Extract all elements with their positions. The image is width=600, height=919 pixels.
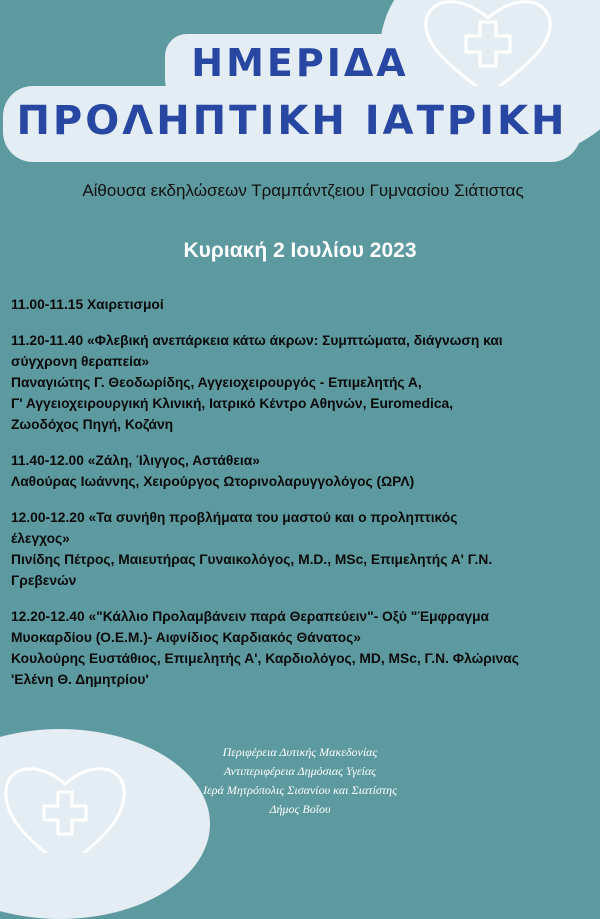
program-line: 11.20-11.40 «Φλεβική ανεπάρκεια κάτω άκρων: Συμπτώματα, διάγνωση και [11, 333, 503, 348]
program-line: Γ' Αγγειοχειρουργική Κλινική, Ιατρικό Κέντρο Αθηνών, Euromedica, [11, 396, 454, 411]
program-item [11, 606, 589, 690]
program-line: Ζωοδόχος Πηγή, Κοζάνη [11, 417, 174, 432]
program-item [11, 294, 589, 315]
venue-text: Αίθουσα εκδηλώσεων Τραμπάντζειου Γυμνασίου Σιάτιστας [82, 181, 524, 200]
organizer-line: Αντιπεριφέρεια Δημόσιας Υγείας [223, 764, 377, 778]
program-line: σύγχρονη θεραπεία» [11, 354, 150, 369]
program-list [11, 294, 589, 705]
organizer-line: Δήμος Βοΐου [269, 802, 331, 816]
program-line: Μυοκαρδίου (Ο.Ε.Μ.)- Αιφνίδιος Καρδιακός Θάνατος» [11, 630, 361, 645]
program-line: Γρεβενών [11, 573, 77, 588]
event-subtitle: ΠΡΟΛΗΠΤΙΚΗ ΙΑΤΡΙΚΗ [16, 98, 568, 144]
program-line: Λαθούρας Ιωάννης, Χειρούργος Ωτορινολαρυγγολόγος (ΩΡΛ) [11, 474, 415, 489]
program-line: 12.00-12.20 «Τα συνήθη προβλήματα του μαστού και ο προληπτικός [11, 510, 458, 525]
event-title: ΗΜΕΡΙΔΑ [191, 41, 409, 85]
organizer-line: Ιερά Μητρόπολις Σισανίου και Σιατίστης [203, 783, 397, 797]
program-item [11, 450, 589, 492]
program-line: 11.40-12.00 «Ζάλη, Ίλιγγος, Αστάθεια» [11, 453, 260, 468]
program-line: Πινίδης Πέτρος, Μαιευτήρας Γυναικολόγος, M.D., MSc, Επιμελητής Α' Γ.Ν. [11, 552, 493, 567]
organizers-footer [0, 743, 600, 819]
program-line: 11.00-11.15 Χαιρετισμοί [11, 297, 164, 312]
event-date: Κυριακή 2 Ιουλίου 2023 [183, 239, 417, 262]
program-line: 12.20-12.40 «"Κάλλιο Προλαμβάνειν παρά Θεραπεύειν"- Οξύ "Έμφραγμα [11, 609, 490, 624]
program-line: Κουλούρης Ευστάθιος, Επιμελητής Α', Καρδιολόγος, MD, MSc, Γ.Ν. Φλώρινας [11, 651, 519, 666]
organizer-line: Περιφέρεια Δυτικής Μακεδονίας [222, 745, 378, 759]
program-item [11, 507, 589, 591]
program-item [11, 330, 589, 435]
program-line: έλεγχος» [11, 531, 70, 546]
program-line: Παναγιώτης Γ. Θεοδωρίδης, Αγγειοχειρουργός - Επιμελητής Α, [11, 375, 422, 390]
program-line: 'Ελένη Θ. Δημητρίου' [11, 672, 149, 687]
